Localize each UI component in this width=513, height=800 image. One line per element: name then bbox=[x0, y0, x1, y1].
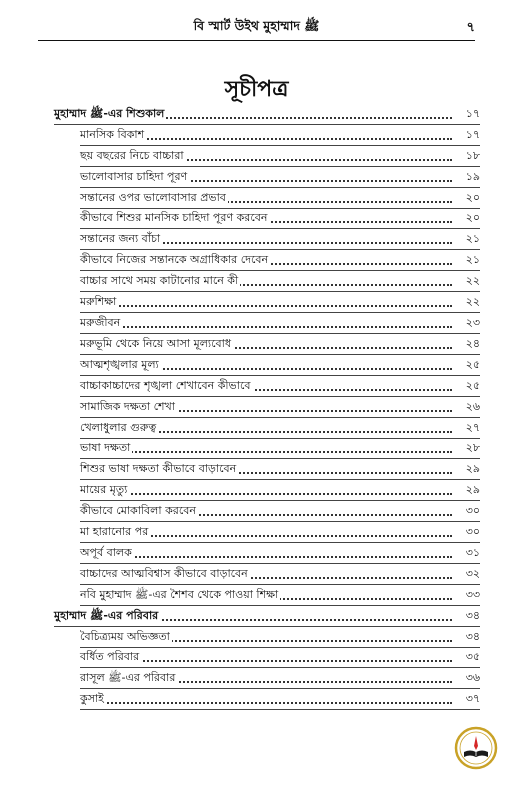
toc-entry-label: বর্ধিত পরিবার bbox=[80, 648, 141, 667]
toc-entry-label: নবি মুহাম্মাদ ﷺ-এর শৈশব থেকে পাওয়া শিক্ষা bbox=[80, 586, 280, 605]
header-page-number: ৭ bbox=[466, 20, 475, 35]
toc-entry-row bbox=[54, 376, 480, 397]
toc-chapter-row bbox=[54, 104, 480, 125]
toc-entry-label: মা হারানোর পর bbox=[80, 523, 150, 542]
toc-entry-row bbox=[54, 439, 480, 460]
toc-entry-row bbox=[54, 689, 480, 710]
toc-entry-label: মানসিক বিকাশ bbox=[80, 126, 146, 145]
toc-leader-dots bbox=[80, 305, 452, 307]
toc-entry-label: সন্তানের ওপর ভালোবাসার প্রভাব bbox=[80, 189, 228, 208]
toc-entry-label: খেলাধুলার গুরুত্ব bbox=[80, 419, 158, 438]
toc-entry-page: ৩৫ bbox=[464, 648, 480, 667]
toc-entry-page: ২৯ bbox=[464, 481, 480, 500]
toc-entry-page: ২৫ bbox=[464, 356, 480, 375]
toc-entry-label: সন্তানের জন্য বাঁচা bbox=[80, 230, 162, 249]
toc-entry-row bbox=[54, 146, 480, 167]
toc-entry-page: ১৯ bbox=[464, 168, 480, 187]
toc-list bbox=[54, 104, 480, 710]
toc-entry-page: ২৯ bbox=[464, 460, 480, 479]
toc-entry-page: ২০ bbox=[464, 189, 480, 208]
toc-entry-page: ২২ bbox=[464, 272, 480, 291]
toc-entry-page: ৩০ bbox=[464, 523, 480, 542]
toc-entry-label: ছয় বছরের নিচে বাচ্চারা bbox=[80, 147, 186, 166]
toc-entry-page: ২৪ bbox=[464, 335, 480, 354]
toc-entry-row bbox=[54, 501, 480, 522]
toc-entry-row bbox=[54, 292, 480, 313]
toc-entry-row bbox=[54, 480, 480, 501]
toc-entry-label: মরুশিক্ষা bbox=[80, 293, 118, 312]
toc-entry-page: ৩২ bbox=[464, 565, 480, 584]
running-header bbox=[38, 8, 475, 42]
toc-entry-page: ৩০ bbox=[464, 502, 480, 521]
toc-entry-page: ৩১ bbox=[464, 544, 480, 563]
toc-entry-label: বাচ্চাদের আত্মবিশ্বাস কীভাবে বাড়াবেন bbox=[80, 565, 250, 584]
toc-leader-dots bbox=[80, 556, 452, 558]
toc-entry-row bbox=[54, 459, 480, 480]
toc-entry-row bbox=[54, 229, 480, 250]
toc-chapter-row bbox=[54, 606, 480, 627]
toc-entry-row bbox=[54, 648, 480, 669]
toc-entry-label: মরুজীবন bbox=[80, 314, 122, 333]
toc-entry-label: কীভাবে শিশুর মানসিক চাহিদা পূরণ করবেন bbox=[80, 209, 269, 228]
toc-entry-label: কীভাবে নিজের সন্তানকে অগ্রাধিকার দেবেন bbox=[80, 251, 270, 270]
toc-entry-page: ৩৩ bbox=[464, 586, 480, 605]
toc-entry-page: ২৫ bbox=[464, 377, 480, 396]
toc-entry-row bbox=[54, 250, 480, 271]
toc-leader-dots bbox=[80, 493, 452, 495]
toc-entry-row bbox=[54, 522, 480, 543]
toc-entry-row bbox=[54, 313, 480, 334]
header-rule bbox=[38, 40, 475, 41]
toc-entry-page: ৩৭ bbox=[464, 690, 480, 709]
header-title: বি স্মার্ট উইথ মুহাম্মাদ ﷺ bbox=[193, 18, 320, 33]
toc-entry-label: মরুভূমি থেকে নিয়ে আসা মূল্যবোধ bbox=[80, 335, 233, 354]
toc-entry-label: অপূর্ব বালক bbox=[80, 544, 134, 563]
toc-entry-page: ২০ bbox=[464, 209, 480, 228]
toc-entry-row bbox=[54, 209, 480, 230]
toc-entry-page: ২৬ bbox=[464, 398, 480, 417]
toc-entry-label: শিশুর ভাষা দক্ষতা কীভাবে বাড়াবেন bbox=[80, 460, 238, 479]
toc-entry-label: রাসূল ﷺ-এর পরিবার bbox=[80, 669, 177, 688]
toc-entry-page: ২২ bbox=[464, 293, 480, 312]
toc-entry-row bbox=[54, 668, 480, 689]
toc-entry-page: ৩৪ bbox=[464, 628, 480, 647]
toc-entry-page: ২৩ bbox=[464, 314, 480, 333]
toc-entry-label: বাচ্চার সাথে সময় কাটানোর মানে কী bbox=[80, 272, 240, 291]
toc-entry-row bbox=[54, 564, 480, 585]
toc-entry-page: ১৮ bbox=[464, 147, 480, 166]
toc-entry-row bbox=[54, 334, 480, 355]
toc-entry-page: ২১ bbox=[464, 251, 480, 270]
toc-entry-page: ৩৬ bbox=[464, 669, 480, 688]
toc-entry-label: ভালোবাসার চাহিদা পূরণ bbox=[80, 168, 189, 187]
toc-entry-label: মুহাম্মাদ ﷺ-এর শিশুকাল bbox=[54, 105, 166, 124]
toc-entry-page: ২৭ bbox=[464, 419, 480, 438]
toc-entry-page: ১৭ bbox=[464, 105, 480, 124]
toc-entry-label: মুহাম্মাদ ﷺ-এর পরিবার bbox=[54, 607, 160, 626]
toc-entry-row bbox=[54, 627, 480, 648]
toc-entry-label: বাচ্চাকাচ্চাদের শৃঙ্খলা শেখাবেন কীভাবে bbox=[80, 377, 253, 396]
toc-entry-row bbox=[54, 418, 480, 439]
toc-entry-label: আত্মশৃঙ্খলার মূল্য bbox=[80, 356, 161, 375]
toc-entry-row bbox=[54, 543, 480, 564]
toc-entry-page: ১৭ bbox=[464, 126, 480, 145]
toc-entry-page: ২১ bbox=[464, 230, 480, 249]
toc-entry-row bbox=[54, 188, 480, 209]
toc-entry-row bbox=[54, 355, 480, 376]
toc-leader-dots bbox=[80, 326, 452, 328]
toc-entry-page: ৩৪ bbox=[464, 607, 480, 626]
toc-entry-label: কুসাই bbox=[80, 690, 106, 709]
toc-entry-label: ভাষা দক্ষতা bbox=[80, 439, 132, 458]
toc-entry-label: মায়ের মৃত্যু bbox=[80, 481, 129, 500]
toc-leader-dots bbox=[80, 451, 452, 453]
toc-entry-label: কীভাবে মোকাবিলা করবেন bbox=[80, 502, 198, 521]
toc-entry-label: বৈচিত্র্যময় অভিজ্ঞতা bbox=[80, 628, 172, 647]
toc-entry-row bbox=[54, 125, 480, 146]
toc-leader-dots bbox=[80, 702, 452, 704]
toc-entry-row bbox=[54, 167, 480, 188]
book-pen-logo-icon bbox=[454, 726, 498, 770]
toc-entry-row bbox=[54, 585, 480, 606]
toc-entry-row bbox=[54, 271, 480, 292]
toc-entry-row bbox=[54, 397, 480, 418]
toc-entry-page: ২৮ bbox=[464, 439, 480, 458]
toc-title: সূচীপত্র bbox=[224, 77, 289, 102]
toc-row-underline bbox=[80, 709, 480, 710]
toc-entry-label: সামাজিক দক্ষতা শেখা bbox=[80, 398, 177, 417]
